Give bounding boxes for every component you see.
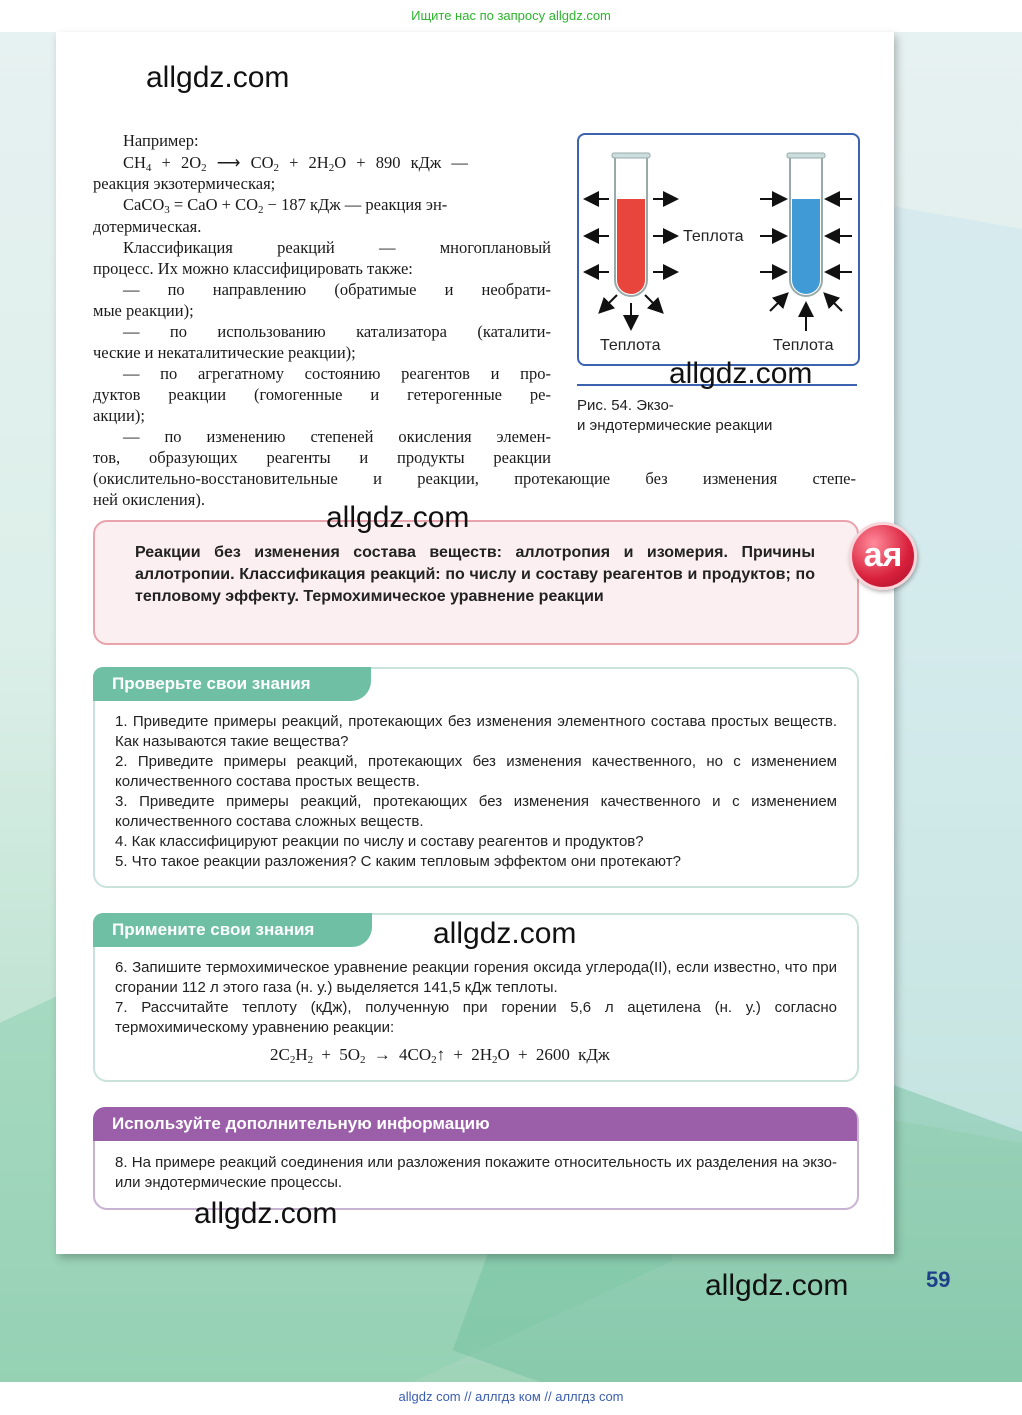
site-footer bbox=[0, 1382, 1022, 1415]
text-line: — по изменению степеней окисления элемен- bbox=[123, 427, 551, 446]
text-line: — по агрегатному состоянию реагентов и про- bbox=[123, 364, 551, 383]
caption-line: Рис. 54. Экзо- bbox=[577, 397, 674, 414]
watermark: allgdz.com bbox=[669, 357, 813, 390]
text-line: ческие и некаталитические реакции); bbox=[93, 343, 356, 362]
text-line: тов, образующих реагенты и продукты реакции bbox=[93, 448, 551, 467]
text-line: — по направлению (обратимые и необрати- bbox=[123, 280, 551, 299]
glossary-badge-icon[interactable]: ая bbox=[849, 522, 917, 590]
site-header-text[interactable]: Ищите нас по запросу allgdz.com bbox=[411, 8, 611, 23]
question-item: 6. Запишите термохимическое уравнение реакции горения оксида углерода(II), если известно, что при сгорании 112 л этого газа (н. у.) выделяется 141,5 кДж теплоты. bbox=[115, 959, 837, 996]
check-questions bbox=[115, 712, 837, 872]
watermark: allgdz.com bbox=[326, 501, 470, 534]
watermark: allgdz.com bbox=[194, 1197, 338, 1230]
text-line: ней окисления). bbox=[93, 490, 205, 509]
page-number: 59 bbox=[926, 1267, 951, 1292]
text-line: — по использованию катализатора (каталити- bbox=[123, 322, 551, 341]
question-item: 1. Приведите примеры реакций, протекающих без изменения элементного состава простых веществ. Как называются такие вещества? bbox=[115, 713, 837, 750]
equation-methane: $CH_4 + 2O_2$ ⟶ $CO_2 + 2H_2O + 890$ кДж — bbox=[123, 153, 468, 174]
text-line: дуктов реакции (гомогенные и гетерогенные ре- bbox=[93, 385, 551, 404]
check-knowledge-title: Проверьте свои знания bbox=[93, 667, 371, 701]
watermark: allgdz.com bbox=[705, 1269, 849, 1302]
watermark: allgdz.com bbox=[146, 61, 290, 94]
check-knowledge-box bbox=[93, 667, 859, 888]
heat-label-right: Теплота bbox=[773, 337, 834, 354]
text-line: Классификация реакций — многоплановый bbox=[123, 238, 551, 257]
heat-label-left: Теплота bbox=[600, 337, 661, 354]
equation-acetylene: $2C_2H_2 + 5O_2$ → $4CO_2↑ + 2H_2O + 2600$ кДж bbox=[270, 1045, 610, 1066]
text-line: Например: bbox=[123, 131, 199, 150]
key-points-text: Реакции без изменения состава веществ: аллотропия и изомерия. Причины аллотропии. Классификация реакций: по числу и составу реагентов и продуктов; по тепловому эффекту. Термохимическое уравнение реакции bbox=[135, 544, 815, 605]
exo-liquid bbox=[617, 199, 645, 294]
endo-liquid bbox=[792, 199, 820, 294]
question-item: 8. На примере реакций соединения или разложения покажите относительность их разделения на экзо- или эндотермические процессы. bbox=[115, 1154, 837, 1191]
question-item: 4. Как классифицируют реакции по числу и составу реагентов и продуктов? bbox=[115, 833, 644, 850]
extra-questions bbox=[115, 1153, 837, 1193]
text-line: дотермическая. bbox=[93, 217, 202, 236]
test-tubes-illustration bbox=[579, 135, 858, 364]
footer-links[interactable]: allgdz com // аллгдз ком // аллгдз com bbox=[398, 1389, 624, 1404]
text-line: (окислительно-восстановительные и реакции, протекающие без изменения степе- bbox=[93, 469, 856, 488]
apply-questions bbox=[115, 958, 837, 1038]
equation-caco3: CaCO$_3$ = CaO + $CO_2 - 187$ кДж — реакция эн- bbox=[123, 195, 448, 216]
question-item: 7. Рассчитайте теплоту (кДж), полученную при горении 5,6 л ацетилена (н. у.) согласно термохимическому уравнению реакции: bbox=[115, 999, 837, 1036]
figure-caption bbox=[577, 396, 772, 436]
text-line: реакция экзотермическая; bbox=[93, 174, 276, 193]
extra-info-title: Используйте дополнительную информацию bbox=[93, 1107, 857, 1141]
question-item: 2. Приведите примеры реакций, протекающих без изменения качественного, но с изменением количественного состава простых веществ. bbox=[115, 753, 837, 790]
extra-info-box bbox=[93, 1107, 859, 1210]
heat-label-middle: Теплота bbox=[683, 228, 744, 245]
caption-line: и эндотермические реакции bbox=[577, 417, 773, 434]
text-line: процесс. Их можно классифицировать также: bbox=[93, 259, 413, 278]
question-item: 3. Приведите примеры реакций, протекающих без изменения качественного и с изменением количественного состава сложных веществ. bbox=[115, 793, 837, 830]
apply-knowledge-title: Примените свои знания bbox=[93, 913, 372, 947]
text-line: мые реакции); bbox=[93, 301, 194, 320]
question-item: 5. Что такое реакции разложения? С каким тепловым эффектом они протекают? bbox=[115, 853, 681, 870]
watermark: allgdz.com bbox=[433, 917, 577, 950]
site-header bbox=[0, 0, 1022, 32]
figure-test-tubes bbox=[577, 133, 860, 366]
text-line: акции); bbox=[93, 406, 145, 425]
key-points-box bbox=[93, 520, 859, 645]
